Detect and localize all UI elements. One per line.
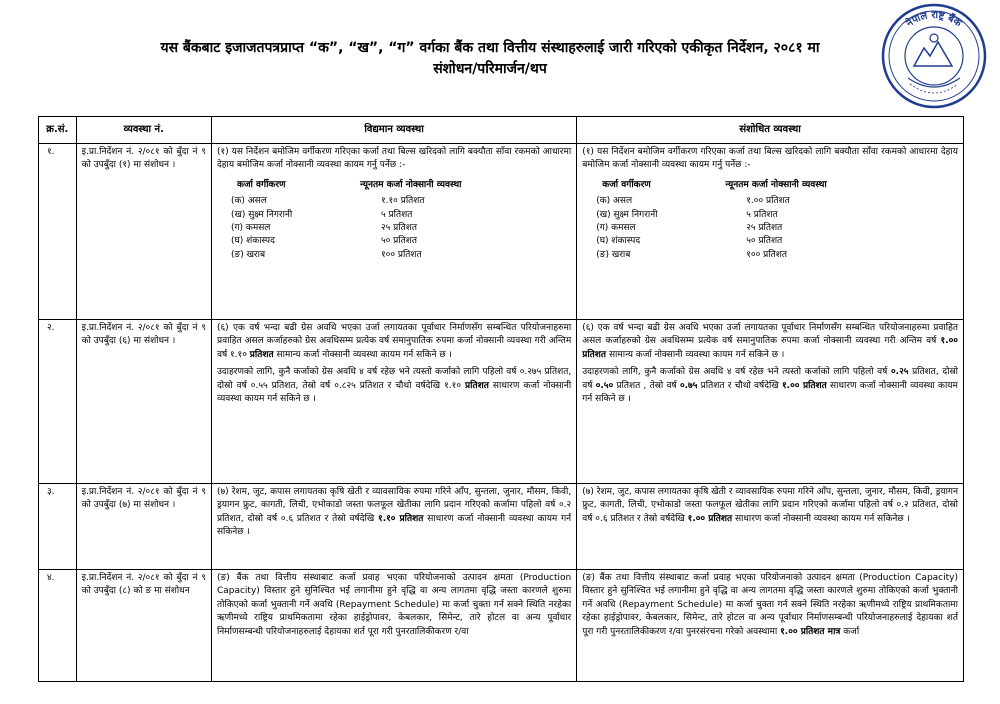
table-row bbox=[39, 144, 964, 320]
text-run: प्रतिशत, दोस्रो वर्ष bbox=[582, 367, 958, 391]
table-row bbox=[39, 320, 964, 484]
category-label: (क) असल bbox=[230, 196, 267, 207]
category-label: (क) असल bbox=[596, 196, 633, 207]
amendment-table bbox=[38, 116, 964, 682]
category-label: (घ) शंकास्पद bbox=[596, 236, 641, 247]
bold-run: १.०० प्रतिशत bbox=[582, 336, 958, 360]
row-ref: इ.प्रा.निर्देशन नं. २/०८१ को बुँदा नं ९ को उपबुँदा (६) मा संशोधन । bbox=[76, 320, 211, 484]
col-provision: न्यूनतम कर्जा नोक्सानी व्यवस्था bbox=[725, 179, 827, 190]
text-run: (६) एक वर्ष भन्दा बढी ग्रेस अवधि भएका उर्जा लगायतका पूर्वाधार निर्माणसँग सम्बन्धित परियोजनाहरुमा प्रवाहित असल कर्जाहरुको ग्रेस अवधिसम्म प्रत्येक वर्ष समानुपातिक रुपमा कर्जा नोक्सानी व्यवस्था गरी अन्तिम वर्ष bbox=[582, 323, 958, 347]
existing-cell bbox=[211, 320, 576, 484]
text-run: साधारण कर्जा नोक्सानी व्यवस्था कायम गर्न सकिनेछ । bbox=[216, 513, 572, 538]
title-line-2: संशोधन/परिमार्जन/थप bbox=[433, 61, 547, 77]
category-value: ५ प्रतिशत bbox=[746, 209, 778, 220]
row-ref: इ.प्रा.निर्देशन नं. २/०८१ को बुँदा नं ९ को उपबुँदा (८) को ङ मा संशोधन bbox=[76, 570, 211, 682]
amended-intro: (१) यस निर्देशन बमोजिम वर्गीकरण गरिएका कर्जा तथा बिल्स खरिदको लागि बक्यौता साँवा रकमको आधारमा देहाय बमोजिम कर्जा नोक्सानी व्यवस्था कायम गर्नु पर्नेछ :- bbox=[582, 147, 958, 171]
category-row bbox=[596, 195, 958, 208]
text-run: साधारण कर्जा नोक्सानी व्यवस्था कायम गर्न सकिने छ । bbox=[582, 380, 958, 405]
category-label: (ङ) खराब bbox=[596, 249, 631, 260]
text-run: (ङ) बैंक तथा वित्तीय संस्थाबाट कर्जा प्रवाह भएका परियोजनाको उत्पादन क्षमता (Production Capacity) विस्तार हुने सुनिश्चित भई लगानीमा हुने वृद्धि वा अन्य लागतमा वृद्धि जस्ता कारणले शुरुमा तोकिएको कर्जा भुक्तानी गर्ने अवधि (Repayment Schedule) मा कर्जा चुक्ता गर्न सक्ने स्थिति नरहेका ऋणीमध्ये राष्ट्रिय प्राथमिकतामा रहेका हाईड्रोपावर, केबलकार, सिमेन्ट, तारे होटल वा अन्य पूर्वाधार निर्माणसम्बन्धी परियोजनाहरुलाई देहायका शर्त पूरा गरी पुनरतालिकीकरण र/वा पुनरसंरचना गरेको अवस्थामा bbox=[582, 573, 958, 637]
bold-run: १.०० प्रतिशत मात्र bbox=[780, 626, 841, 637]
existing-intro: (१) यस निर्देशन बमोजिम वर्गीकरण गरिएका कर्जा तथा बिल्स खरिदको लागि बक्यौता साँवा रकमको आधारमा देहाय बमोजिम कर्जा नोक्सानी व्यवस्था कायम गर्नु पर्नेछ :- bbox=[216, 147, 572, 171]
category-value: ५ प्रतिशत bbox=[380, 209, 413, 220]
col-classification: कर्जा वर्गीकरण bbox=[602, 179, 651, 190]
category-value: १.१० प्रतिशत bbox=[380, 196, 425, 207]
row-sn: २. bbox=[39, 320, 77, 484]
category-value: २५ प्रतिशत bbox=[746, 223, 783, 234]
amended-paragraph bbox=[582, 322, 958, 362]
text-run: सामान्य कर्जा नोक्सानी व्यवस्था कायम गर्न सकिने छ । bbox=[276, 349, 452, 360]
amended-cell bbox=[577, 484, 964, 570]
existing-cell bbox=[211, 144, 576, 320]
bold-run: प्रतिशत bbox=[465, 380, 489, 391]
category-row bbox=[596, 222, 958, 235]
existing-paragraph: (ङ) बैंक तथा वित्तीय संस्थाबाट कर्जा प्रवाह भएका परियोजनाको उत्पादन क्षमता (Production Capacity) विस्तार हुने सुनिश्चित भई लगानीमा हुने वृद्धि वा अन्य लागतमा वृद्धि जस्ता कारणले शुरुमा तोकिएको कर्जा भुक्तानी गर्ने अवधि (Repayment Schedule) मा कर्जा चुक्ता गर्न सक्ने स्थिति नरहेका ऋणीमध्ये राष्ट्रिय प्राथमिकतामा रहेका हाईड्रोपावर, केबलकार, सिमेन्ट, तारे होटल वा अन्य पूर्वाधार निर्माणसम्बन्धी परियोजनाहरुलाई देहायका शर्त पूरा गरी पुनरतालिकीकरण र/वा bbox=[216, 573, 572, 637]
title-line-1: यस बैंकबाट इजाजतपत्रप्राप्त “क”, “ख”, “ग” वर्गका बैंक तथा वित्तीय संस्थाहरुलाई जारी गरिएको एकीकृत निर्देशन, २०८१ मा bbox=[160, 40, 820, 56]
provision-table-header bbox=[602, 179, 958, 192]
existing-cell bbox=[211, 484, 576, 570]
category-row bbox=[231, 249, 571, 262]
category-label: (ग) कमसल bbox=[596, 223, 636, 234]
category-row bbox=[231, 222, 571, 235]
category-row bbox=[231, 235, 571, 248]
category-value: ५० प्रतिशत bbox=[746, 236, 783, 247]
category-label: (घ) शंकास्पद bbox=[230, 236, 275, 247]
text-run: (७) रेशम, जुट, कपास लगायतका कृषि खेती र व्यावसायिक रुपमा गरिने आँप, सुन्तला, जुनार, मौसम, किवी, ड्रयागन फ्रुट, कागती, लिची, एभोकाडो जस्ता फलफूल खेतीका लागि प्रदान गरिएको कर्जामा पहिलो वर्ष ०.२ प्रतिशत, दोस्रो वर्ष ०.६ प्रतिशत र तेस्रो वर्षदेखि bbox=[216, 487, 572, 524]
bold-run: १.०० प्रतिशत bbox=[687, 513, 733, 524]
existing-cell bbox=[211, 570, 576, 682]
category-value: ५० प्रतिशत bbox=[380, 236, 418, 247]
row-ref: इ.प्रा.निर्देशन नं. २/०८१ को बुँदा नं ९ को उपबुँदा (७) मा संशोधन । bbox=[76, 484, 211, 570]
table-row bbox=[39, 570, 964, 682]
text-run: कर्जा bbox=[843, 626, 860, 637]
header-amended: संशोधित व्यवस्था bbox=[577, 117, 964, 144]
category-value: १०० प्रतिशत bbox=[746, 249, 787, 260]
row-sn: १. bbox=[39, 144, 77, 320]
col-classification: कर्जा वर्गीकरण bbox=[236, 179, 286, 190]
row-ref: इ.प्रा.निर्देशन नं. २/०८१ को बुँदा नं ९ को उपबुँदा (१) मा संशोधन । bbox=[76, 144, 211, 320]
table-header-row bbox=[39, 117, 964, 144]
col-provision: न्यूनतम कर्जा नोक्सानी व्यवस्था bbox=[360, 179, 462, 190]
amended-paragraph bbox=[582, 572, 958, 639]
existing-paragraph bbox=[217, 322, 571, 362]
text-run: उदाहरणको लागि, कुनै कर्जाको ग्रेस अवधि ४ वर्ष रहेछ भने त्यस्तो कर्जाको लागि पहिलो वर्ष bbox=[582, 367, 888, 378]
bold-run: ०.७५ bbox=[679, 380, 698, 391]
nrb-seal-logo bbox=[880, 2, 988, 110]
text-run: सामान्य कर्जा नोक्सानी व्यवस्था कायम गर्न सकिने छ । bbox=[608, 349, 785, 360]
provision-table-header bbox=[237, 179, 571, 192]
text-run: (७) रेशम, जुट, कपास लगायतका कृषि खेती र व्यावसायिक रुपमा गरिने आँप, सुन्तला, जुनार, मौसम, किवी, ड्रयागन फ्रुट, कागती, लिची, एभोकाडो जस्ता फलफूल खेतीका लागि प्रदान गरिएको कर्जामा पहिलो वर्ष ०.२ प्रतिशत, दोस्रो वर्ष ०.६ प्रतिशत र तेस्रो वर्षदेखि bbox=[582, 487, 958, 524]
category-label: (ख) सुक्ष्म निगरानी bbox=[230, 209, 293, 220]
text-run: प्रतिशत , तेस्रो वर्ष bbox=[616, 380, 677, 391]
bold-run: प्रतिशत bbox=[249, 349, 274, 360]
category-label: (ख) सुक्ष्म निगरानी bbox=[596, 209, 658, 220]
amended-cell bbox=[577, 570, 964, 682]
amended-cell bbox=[577, 144, 964, 320]
category-value: १०० प्रतिशत bbox=[380, 249, 422, 260]
category-row bbox=[231, 209, 571, 222]
amended-paragraph bbox=[582, 486, 958, 526]
bold-run: १.१० प्रतिशत bbox=[378, 513, 424, 524]
row-sn: ४. bbox=[39, 570, 77, 682]
amended-example bbox=[582, 366, 958, 406]
category-value: १.०० प्रतिशत bbox=[746, 196, 790, 207]
existing-example bbox=[217, 366, 571, 406]
header-sn: क्र.सं. bbox=[39, 117, 77, 144]
header-existing: विद्यमान व्यवस्था bbox=[211, 117, 576, 144]
text-run: साधारण कर्जा नोक्सानी व्यवस्था कायम गर्न सकिने छ । bbox=[216, 380, 572, 405]
category-row bbox=[596, 209, 958, 222]
category-row bbox=[596, 249, 958, 262]
text-run: प्रतिशत र चौथो वर्षदेखि bbox=[700, 380, 779, 391]
table-row bbox=[39, 484, 964, 570]
text-run: (६) एक वर्ष भन्दा बढी ग्रेस अवधि भएका उर्जा लगायतका पूर्वाधार निर्माणसँग सम्बन्धित परियोजनाहरुमा प्रवाहित असल कर्जाहरुको ग्रेस अवधिसम्म प्रत्येक वर्ष समानुपातिक रुपमा कर्जा नोक्सानी व्यवस्था गरी अन्तिम वर्ष १.१० bbox=[216, 323, 572, 360]
bold-run: ०.२५ bbox=[890, 367, 909, 378]
category-row bbox=[231, 195, 571, 208]
amended-cell bbox=[577, 320, 964, 484]
category-value: २५ प्रतिशत bbox=[380, 223, 418, 234]
category-label: (ग) कमसल bbox=[230, 223, 271, 234]
document-title bbox=[95, 38, 885, 80]
text-run: साधारण कर्जा नोक्सानी व्यवस्था कायम गर्न सकिनेछ । bbox=[734, 513, 910, 524]
category-row bbox=[596, 235, 958, 248]
header-ref: व्यवस्था नं. bbox=[76, 117, 211, 144]
bold-run: ०.५० bbox=[595, 380, 614, 391]
bold-run: १.०० प्रतिशत bbox=[781, 380, 827, 391]
seal-text: नेपाल राष्ट्र बैंक bbox=[904, 9, 964, 30]
text-run: उदाहरणको लागि, कुनै कर्जाको ग्रेस अवधि ४ वर्ष रहेछ भने त्यस्तो कर्जाको लागि पहिलो वर्ष ०.२७५ प्रतिशत, दोस्रो वर्ष ०.५५ प्रतिशत, तेस्रो वर्ष ०.८२५ प्रतिशत र चौथो वर्षदेखि १.१० bbox=[216, 367, 572, 391]
existing-paragraph bbox=[217, 486, 571, 540]
category-label: (ङ) खराब bbox=[230, 249, 266, 260]
row-sn: ३. bbox=[39, 484, 77, 570]
